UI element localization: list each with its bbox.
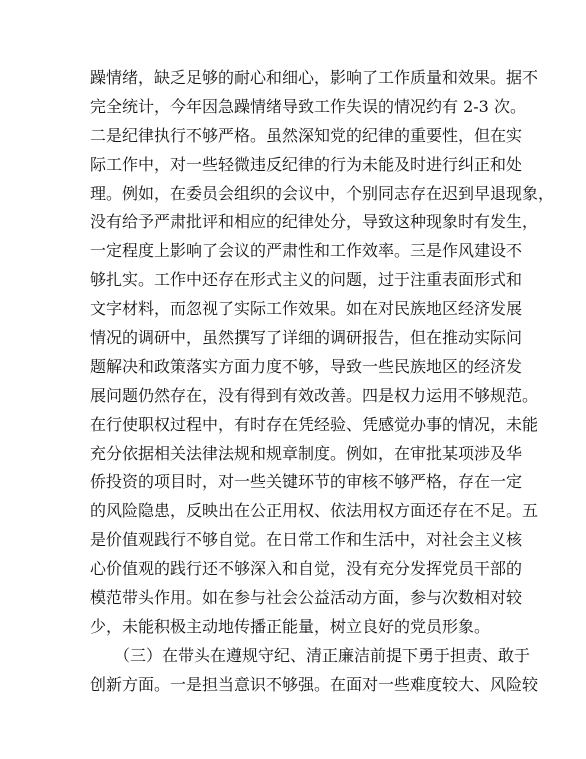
text-line: 际工作中，对一些轻微违反纪律的行为未能及时进行纠正和处: [90, 154, 523, 174]
text-line: 二是纪律执行不够严格。虽然深知党的纪律的重要性，但在实: [90, 125, 523, 145]
text-line: 侨投资的项目时，对一些关键环节的审核不够严格，存在一定: [90, 472, 523, 492]
text-line: 的风险隐患，反映出在公正用权、依法用权方面还存在不足。五: [90, 501, 539, 521]
text-line: 题解决和政策落实方面力度不够，导致一些民族地区的经济发: [90, 356, 523, 376]
text-line: 够扎实。工作中还存在形式主义的问题，过于注重表面形式和: [90, 270, 523, 290]
text-line: 情况的调研中，虽然撰写了详细的调研报告，但在推动实际问: [90, 328, 523, 348]
text-line: 在行使职权过程中，有时存在凭经验、凭感觉办事的情况，未能: [90, 414, 539, 434]
text-line: 理。例如，在委员会组织的会议中，个别同志存在迟到早退现象，: [90, 183, 555, 203]
body-text: [90, 64, 555, 700]
section-heading-line: （三）在带头在遵规守纪、清正廉洁前提下勇于担责、敢于: [114, 645, 531, 665]
text-line: 是价值观践行不够自觉。在日常工作和生活中，对社会主义核: [90, 530, 523, 550]
text-line: 一定程度上影响了会议的严肃性和工作效率。三是作风建设不: [90, 241, 523, 261]
text-line: 心价值观的践行还不够深入和自觉，没有充分发挥党员干部的: [90, 559, 523, 579]
text-line: 充分依据相关法律法规和规章制度。例如，在审批某项涉及华: [90, 443, 523, 463]
text-line: 模范带头作用。如在参与社会公益活动方面，参与次数相对较: [90, 588, 523, 608]
text-line: 少，未能积极主动地传播正能量，树立良好的党员形象。: [90, 616, 491, 636]
text-line: 文字材料，而忽视了实际工作效果。如在对民族地区经济发展: [90, 299, 523, 319]
text-line: 创新方面。一是担当意识不够强。在面对一些难度较大、风险较: [90, 674, 539, 694]
text-line: 展问题仍然存在，没有得到有效改善。四是权力运用不够规范。: [90, 385, 539, 405]
text-line: 完全统计，今年因急躁情绪导致工作失误的情况约有 2-3 次。: [90, 96, 526, 116]
text-line: 躁情绪，缺乏足够的耐心和细心，影响了工作质量和效果。据不: [90, 68, 539, 87]
text-line: 没有给予严肃批评和相应的纪律处分，导致这种现象时有发生，: [90, 212, 539, 232]
